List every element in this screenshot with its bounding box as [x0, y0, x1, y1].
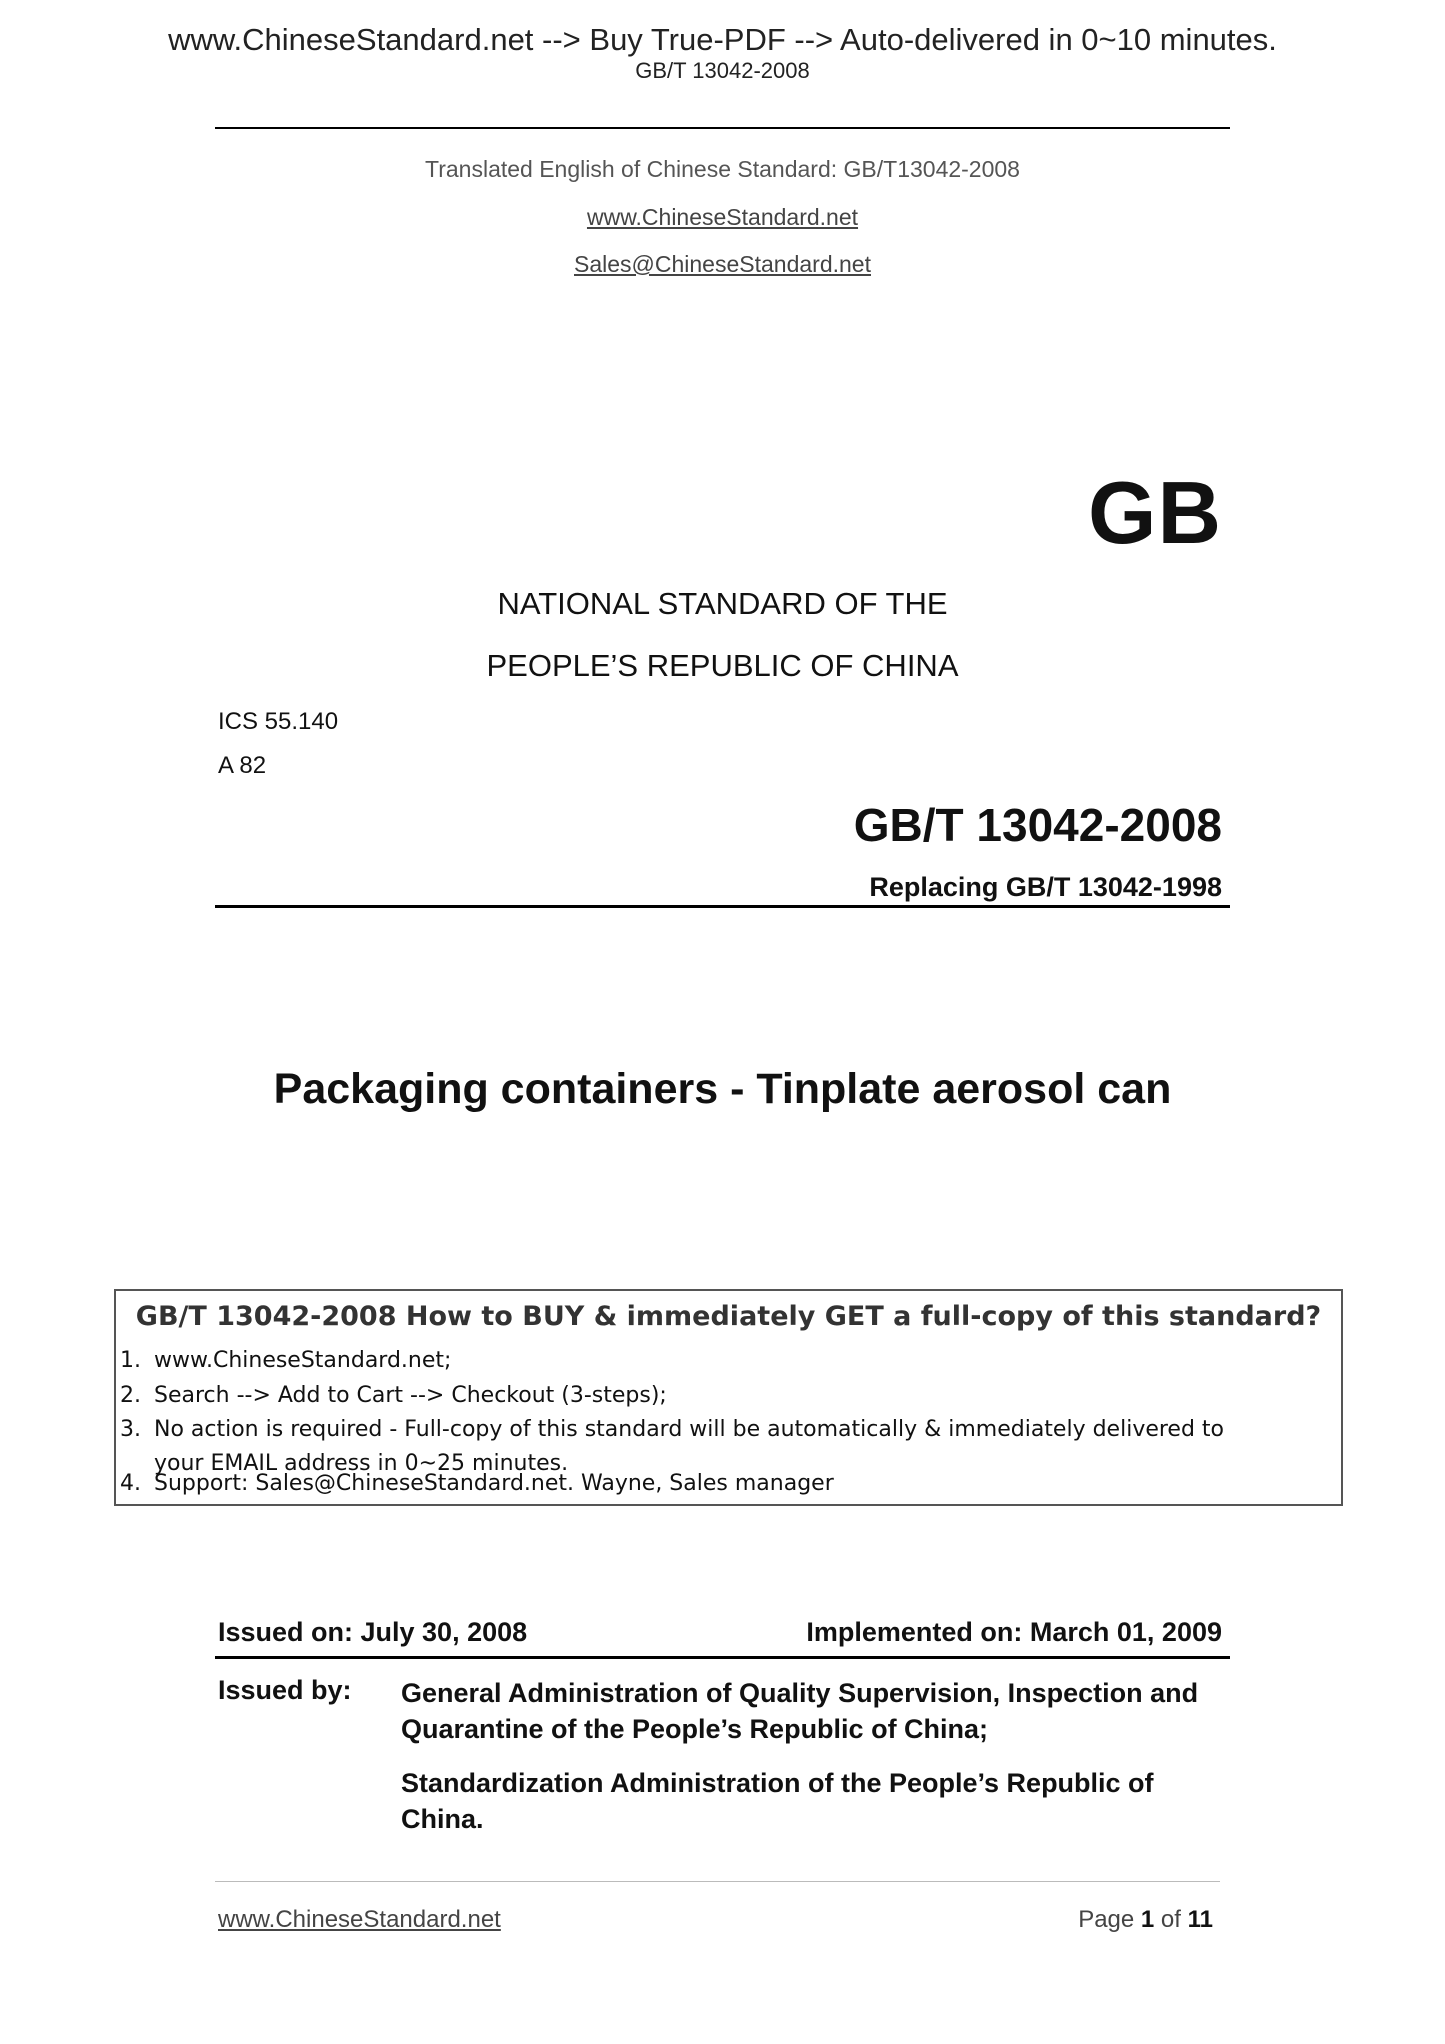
buy-step-number: 1. — [120, 1348, 141, 1373]
footer-website-wrap — [218, 1906, 501, 1934]
implemented-on: Implemented on: March 01, 2009 — [806, 1617, 1222, 1647]
issue-rule — [215, 1656, 1230, 1659]
page-current: 1 — [1140, 1906, 1155, 1933]
issuer-aqsiq: General Administration of Quality Supervision, Inspection and Quarantine of the People’s Republic of China; — [401, 1678, 1199, 1744]
buy-step-3-continuation: your EMAIL address in 0~25 minutes. — [154, 1451, 569, 1476]
translation-website-link-wrap — [0, 204, 1445, 231]
buy-box-heading: GB/T 13042-2008 How to BUY & immediately GET a full-copy of this standard? — [135, 1301, 1322, 1332]
translation-email-link-wrap — [0, 251, 1445, 278]
issuer-sac: Standardization Administration of the People’s Republic of China. — [401, 1768, 1154, 1834]
ics-code: ICS 55.140 — [218, 708, 339, 735]
issued-by-label: Issued by: — [218, 1675, 352, 1705]
footer-website-link[interactable]: www.ChineseStandard.net — [218, 1906, 501, 1933]
issued-on: Issued on: July 30, 2008 — [218, 1617, 528, 1647]
translation-note: Translated English of Chinese Standard: GB/T13042-2008 — [425, 156, 1020, 182]
top-banner: www.ChineseStandard.net --> Buy True-PDF --> Auto-delivered in 0~10 minutes. — [168, 22, 1277, 57]
buy-step-2 — [120, 1383, 667, 1408]
buy-step-number: 2. — [120, 1383, 141, 1408]
buy-step-text: Search --> Add to Cart --> Checkout (3-steps); — [154, 1383, 667, 1408]
gb-mark: GB — [1088, 463, 1222, 562]
header-rule — [215, 127, 1230, 129]
replacing-standard: Replacing GB/T 13042-1998 — [869, 872, 1222, 902]
translation-website-link[interactable]: www.ChineseStandard.net — [586, 204, 859, 230]
footer-rule — [215, 1881, 1220, 1882]
buy-step-1 — [120, 1348, 451, 1373]
standard-code: GB/T 13042-2008 — [853, 799, 1222, 851]
header-doc-code: GB/T 13042-2008 — [635, 58, 810, 83]
page-mid: of — [1154, 1906, 1188, 1933]
buy-step-text: Support: Sales@ChineseStandard.net. Wayne, Sales manager — [154, 1471, 834, 1496]
translation-email-link[interactable]: Sales@ChineseStandard.net — [574, 251, 871, 277]
buy-step-4 — [120, 1471, 834, 1496]
ccs-code: A 82 — [218, 752, 267, 779]
national-standard-line1: NATIONAL STANDARD OF THE — [497, 586, 948, 621]
page-number — [1078, 1906, 1213, 1934]
buy-instructions-box — [114, 1289, 1343, 1506]
page-total: 11 — [1187, 1906, 1213, 1933]
code-rule — [215, 905, 1230, 908]
buy-step-number: 4. — [120, 1471, 141, 1496]
buy-step-number: 3. — [120, 1417, 141, 1442]
buy-step-3 — [120, 1417, 1224, 1442]
buy-step-text[interactable]: www.ChineseStandard.net; — [154, 1348, 452, 1373]
national-standard-line2: PEOPLE’S REPUBLIC OF CHINA — [486, 648, 959, 683]
buy-step-text: No action is required - Full-copy of this standard will be automatically & immediately delivered to — [154, 1417, 1225, 1442]
page-prefix: Page — [1078, 1906, 1141, 1933]
document-title: Packaging containers - Tinplate aerosol can — [273, 1065, 1172, 1113]
